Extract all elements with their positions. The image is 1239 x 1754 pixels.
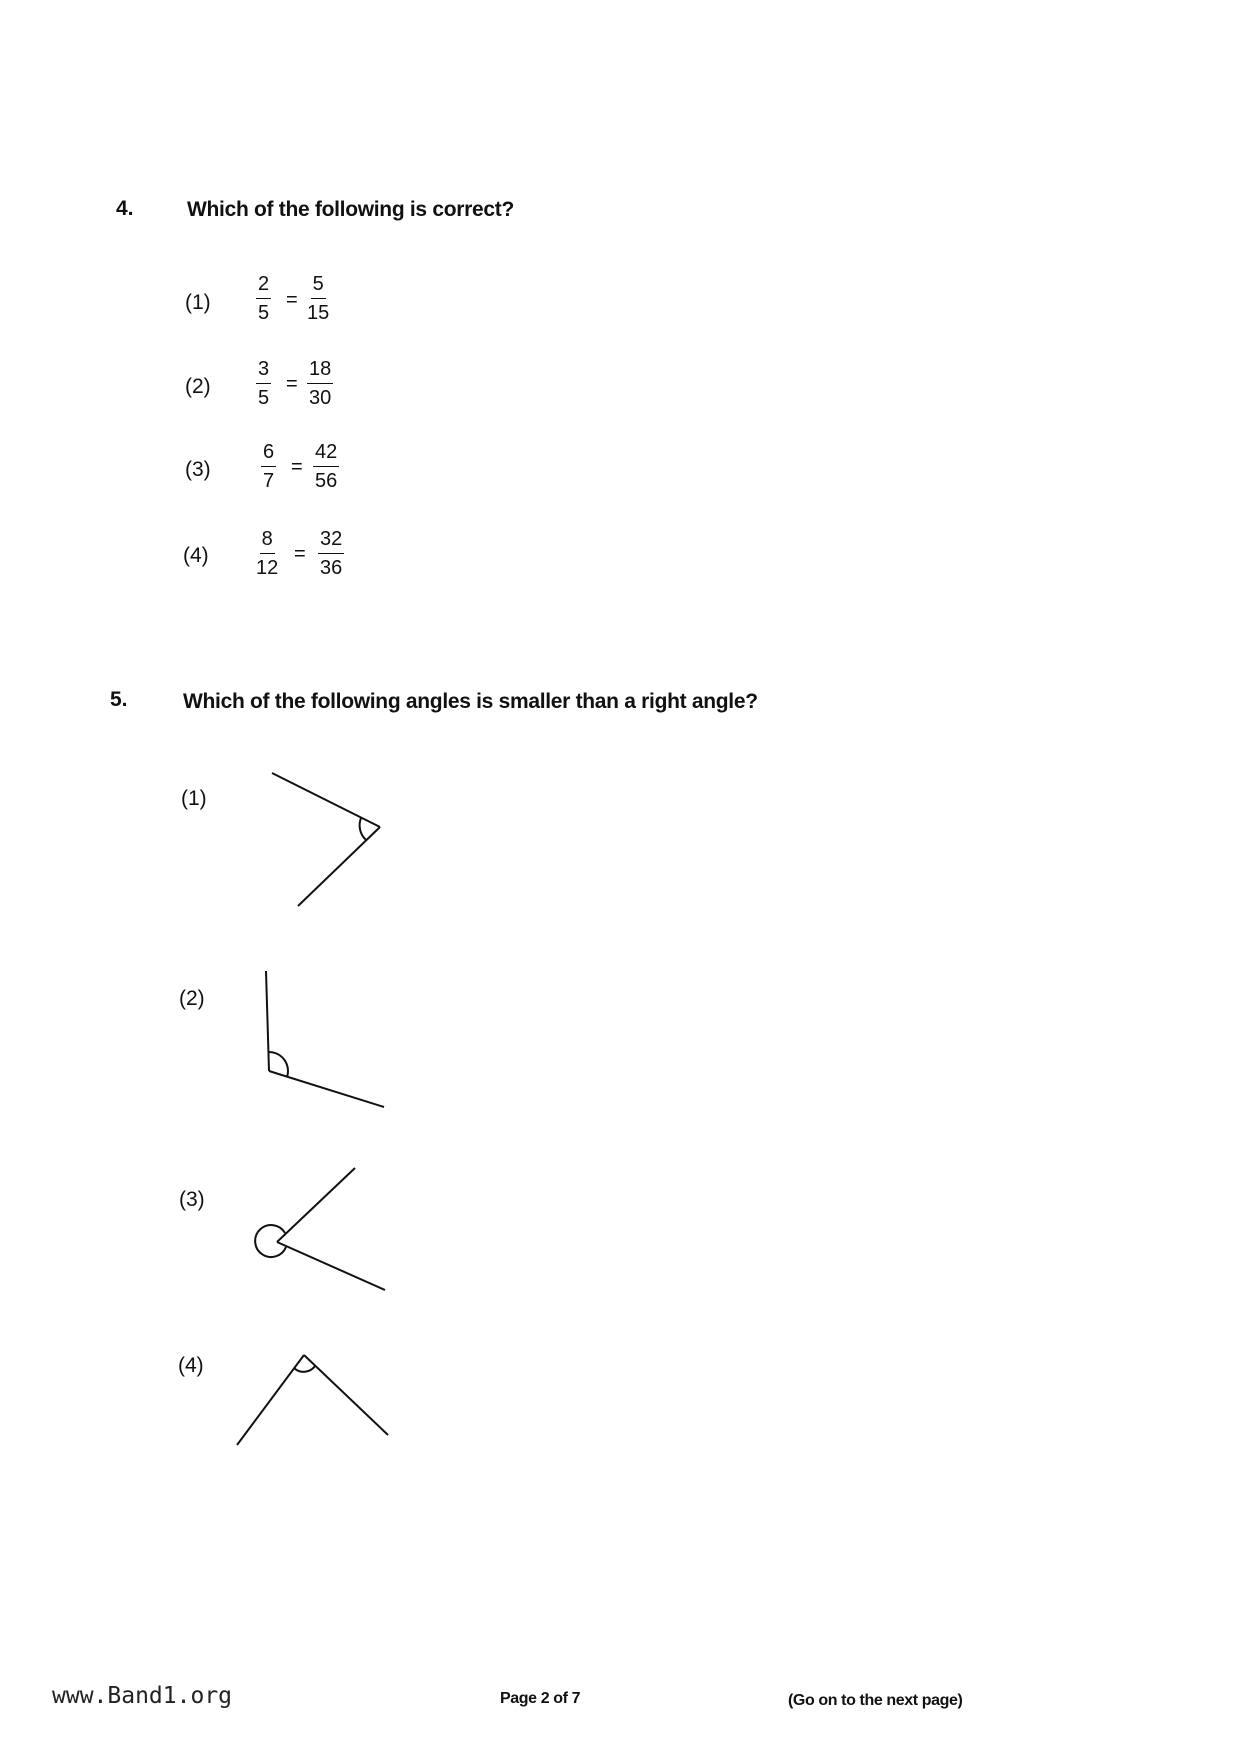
q5-option-2-label: (2) bbox=[179, 987, 205, 1010]
q4-option-3-left-fraction bbox=[261, 440, 276, 493]
question-5-text: Which of the following angles is smaller than a right angle? bbox=[183, 690, 758, 713]
q5-option-3-label: (3) bbox=[179, 1188, 205, 1211]
footer-next-page: (Go on to the next page) bbox=[788, 1692, 963, 1709]
fraction-numerator: 2 bbox=[256, 272, 271, 299]
fraction-denominator: 56 bbox=[315, 470, 338, 492]
q4-option-4-left-fraction bbox=[256, 527, 278, 580]
fraction-denominator: 7 bbox=[263, 470, 275, 492]
q4-option-3-right-fraction bbox=[313, 440, 339, 493]
question-4-text: Which of the following is correct? bbox=[187, 198, 514, 221]
fraction-denominator: 5 bbox=[258, 387, 270, 409]
question-4-number: 4. bbox=[116, 197, 134, 220]
question-5-number: 5. bbox=[110, 688, 128, 711]
q4-option-1-label: (1) bbox=[185, 291, 211, 314]
fraction-numerator: 42 bbox=[313, 440, 339, 467]
q4-option-2-right-fraction bbox=[307, 357, 333, 410]
fraction-numerator: 18 bbox=[307, 357, 333, 384]
footer-site: www.Band1.org bbox=[52, 1683, 233, 1709]
fraction-numerator: 8 bbox=[260, 527, 275, 554]
q4-option-2-left-fraction bbox=[256, 357, 271, 410]
q5-option-4-label: (4) bbox=[178, 1354, 204, 1377]
fraction-denominator: 15 bbox=[307, 302, 330, 324]
q4-option-2-label: (2) bbox=[185, 375, 211, 398]
reflex-angle-icon bbox=[250, 1155, 400, 1295]
footer-page-number: Page 2 of 7 bbox=[500, 1690, 581, 1707]
q4-option-1-left-fraction bbox=[256, 272, 271, 325]
fraction-denominator: 5 bbox=[258, 302, 270, 324]
fraction-denominator: 12 bbox=[256, 557, 279, 579]
obtuse-angle-icon bbox=[230, 1345, 400, 1455]
q4-option-3-label: (3) bbox=[185, 458, 211, 481]
q5-option-1-label: (1) bbox=[181, 787, 207, 810]
fraction-numerator: 32 bbox=[318, 527, 344, 554]
q4-option-4-label: (4) bbox=[183, 544, 209, 567]
fraction-numerator: 6 bbox=[261, 440, 276, 467]
q4-option-2-equals: = bbox=[286, 373, 298, 395]
fraction-numerator: 3 bbox=[256, 357, 271, 384]
fraction-denominator: 30 bbox=[309, 387, 332, 409]
obtuse-angle-icon bbox=[255, 960, 395, 1115]
fraction-denominator: 36 bbox=[320, 557, 343, 579]
fraction-numerator: 5 bbox=[311, 272, 326, 299]
q4-option-1-equals: = bbox=[286, 289, 298, 311]
q4-option-1-right-fraction bbox=[307, 272, 329, 325]
q4-option-4-equals: = bbox=[294, 543, 306, 565]
q4-option-3-equals: = bbox=[291, 456, 303, 478]
acute-angle-icon bbox=[260, 760, 390, 920]
q4-option-4-right-fraction bbox=[318, 527, 344, 580]
